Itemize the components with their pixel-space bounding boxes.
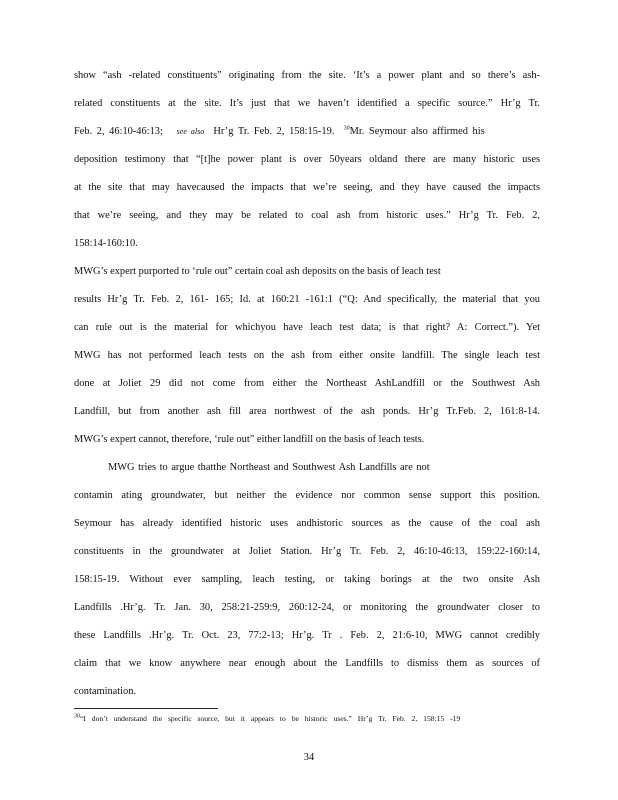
body-line-3: [74, 126, 540, 138]
footnote-marker: 30: [74, 713, 80, 720]
body-line-1: show “ash -related constituents” originating from the site. ‘It’s a power plant and so there’s ash-: [74, 70, 540, 81]
body-line-11: MWG has not performed leach tests on the ash from either onsite landfill. The single leach test: [74, 350, 540, 361]
body-line-4: deposition testimony that “[t]he power plant is over 50years oldand there are many historic uses: [74, 154, 540, 165]
body-line-5: at the site that may havecaused the impacts that we’re seeing, and they have caused the impacts: [74, 182, 540, 193]
body-line-14: MWG’s expert cannot, therefore, ‘rule out” either landfill on the basis of leach tests.: [74, 434, 425, 445]
body-line-10: can rule out is the material for whichyou have leach test data; is that right? A: Correct.”). Yet: [74, 322, 540, 333]
body-line-6: that we’re seeing, and they may be related to coal ash from historic uses.” Hr’g Tr. Feb. 2,: [74, 210, 540, 221]
footnote-reference: 30: [343, 125, 350, 132]
body-line-7: 158:14-160:10.: [74, 238, 138, 249]
body-line-22: claim that we know anywhere near enough about the Landfills to dismiss them as sources of: [74, 658, 540, 669]
line3-tail: Mr. Seymour also affirmed his: [349, 126, 485, 137]
body-line-23: contamination.: [74, 686, 137, 697]
body-line-13: Landfill, but from another ash fill area northwest of the ash ponds. Hr’g Tr.Feb. 2, 161:8-14.: [74, 406, 540, 417]
body-line-2: related constituents at the site. It’s just that we haven’t identified a specific source.” Hr’g Tr.: [74, 98, 540, 109]
body-line-19: 158:15-19. Without ever sampling, leach testing, or taking borings at the two onsite Ash: [74, 574, 540, 585]
body-line-17: Seymour has already identified historic uses andhistoric sources as the cause of the coal ash: [74, 518, 540, 529]
page-number: 34: [303, 752, 315, 763]
footnote: [74, 714, 460, 724]
body-line-12: done at Joliet 29 did not come from either the Northeast AshLandfill or the Southwest Ash: [74, 378, 540, 389]
footnote-divider: [74, 708, 218, 709]
body-line-18: constituents in the groundwater at Joliet Station. Hr’g Tr. Feb. 2, 46:10-46:13, 159:22-160:14,: [74, 546, 540, 557]
line3-citation-2: Hr’g Tr. Feb. 2, 158:15-19.: [213, 126, 335, 137]
body-line-16: contamin ating groundwater, but neither the evidence nor common sense support this position.: [74, 490, 540, 501]
body-line-15: MWG tries to argue thatthe Northeast and Southwest Ash Landfills are not: [108, 462, 430, 473]
line3-citation: Feb. 2, 46:10-46:13;: [74, 126, 163, 137]
body-line-9: results Hr’g Tr. Feb. 2, 161- 165; Id. at 160:21 -161:1 (“Q: And specifically, the material that you: [74, 294, 540, 305]
body-line-8: MWG’s expert purported to ‘rule out” certain coal ash deposits on the basis of leach test: [74, 266, 441, 277]
body-line-21: these Landfills .Hr’g. Tr. Oct. 23, 77:2-13; Hr’g. Tr . Feb. 2, 21:6-10, MWG cannot credibly: [74, 630, 540, 641]
body-line-20: Landfills .Hr’g. Tr. Jan. 30, 258:21-259:9, 260:12-24, or monitoring the groundwater closer to: [74, 602, 540, 613]
see-also-signal: see also: [176, 127, 205, 136]
footnote-text: “I don’t understand the specific source, but it appears to be historic uses.” Hr’g Tr. Feb. 2, 158:15 -19: [80, 714, 461, 723]
